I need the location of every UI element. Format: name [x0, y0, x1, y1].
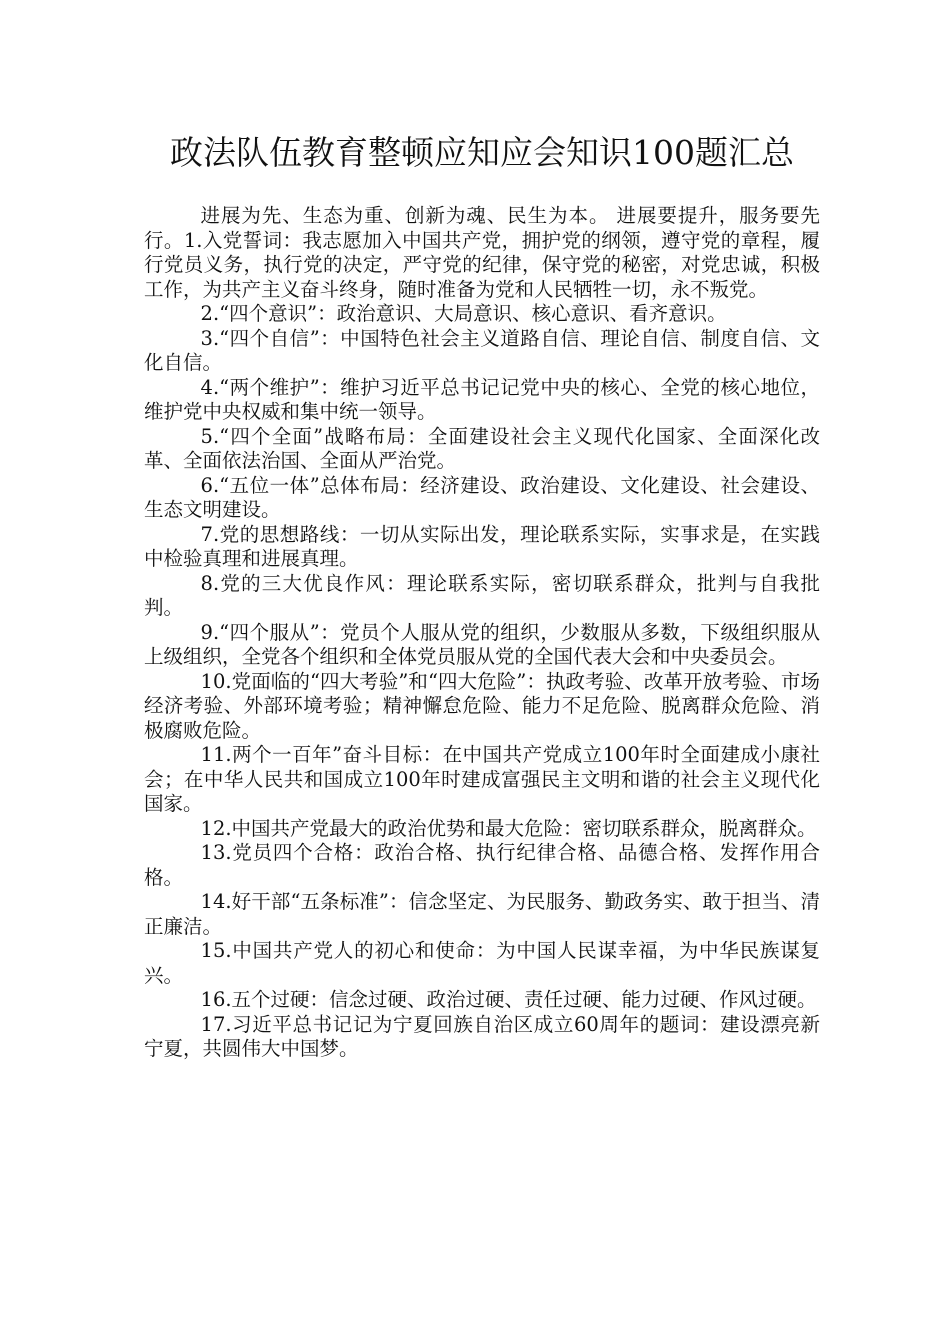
paragraph-intro-oath: 进展为先、生态为重、创新为魂、民生为本。 进展要提升，服务要先行。1.入党誓词：我志愿加入中国共产党，拥护党的纲领，遵守党的章程，履行党员义务，执行党的决定，严守党的纪律，保守党的秘密，对党忠诚，积极工作，为共产主义奋斗终身，随时准备为党和人民牺牲一切，永不叛党。: [144, 204, 820, 301]
paragraph-item-13: 13.党员四个合格：政治合格、执行纪律合格、品德合格、发挥作用合格。: [144, 841, 820, 889]
document-title: 政法队伍教育整顿应知应会知识100题汇总: [170, 133, 794, 172]
paragraph-item-9: 9.“四个服从”：党员个人服从党的组织，少数服从多数，下级组织服从上级组织，全党各个组织和全体党员服从党的全国代表大会和中央委员会。: [144, 620, 820, 668]
paragraph-item-4: 4.“两个维护”：维护习近平总书记记党中央的核心、全党的核心地位，维护党中央权威和集中统一领导。: [144, 375, 820, 423]
paragraph-item-6: 6.“五位一体”总体布局：经济建设、政治建设、文化建设、社会建设、生态文明建设。: [144, 473, 820, 521]
paragraph-item-14: 14.好干部“五条标准”：信念坚定、为民服务、勤政务实、敢于担当、清正廉洁。: [144, 890, 820, 938]
paragraph-item-8: 8.党的三大优良作风：理论联系实际，密切联系群众，批判与自我批判。: [144, 571, 820, 619]
paragraph-item-7: 7.党的思想路线：一切从实际出发，理论联系实际，实事求是，在实践中检验真理和进展真理。: [144, 522, 820, 570]
paragraph-item-2: 2.“四个意识”：政治意识、大局意识、核心意识、看齐意识。: [200, 302, 727, 325]
paragraph-item-12: 12.中国共产党最大的政治优势和最大危险：密切联系群众，脱离群众。: [200, 816, 817, 840]
paragraph-item-15: 15.中国共产党人的初心和使命：为中国人民谋幸福，为中华民族谋复兴。: [144, 939, 820, 987]
document-body: [144, 204, 820, 1062]
paragraph-item-16: 16.五个过硬：信念过硬、政治过硬、责任过硬、能力过硬、作风过硬。: [200, 988, 817, 1011]
paragraph-item-3: 3.“四个自信”：中国特色社会主义道路自信、理论自信、制度自信、文化自信。: [144, 326, 820, 374]
paragraph-item-17: 17.习近平总书记记为宁夏回族自治区成立60周年的题词：建设漂亮新宁夏，共圆伟大中国梦。: [144, 1012, 820, 1060]
paragraph-item-11: 11.两个一百年”奋斗目标：在中国共产党成立100年时全面建成小康社会；在中华人民共和国成立100年时建成富强民主文明和谐的社会主义现代化国家。: [144, 743, 820, 815]
paragraph-item-10: 10.党面临的“四大考验”和“四大危险”：执政考验、改革开放考验、市场经济考验、外部环境考验；精神懈怠危险、能力不足危险、脱离群众危险、消极腐败危险。: [144, 669, 820, 742]
paragraph-item-5: 5.“四个全面”战略布局：全面建设社会主义现代化国家、全面深化改革、全面依法治国、全面从严治党。: [144, 424, 820, 472]
